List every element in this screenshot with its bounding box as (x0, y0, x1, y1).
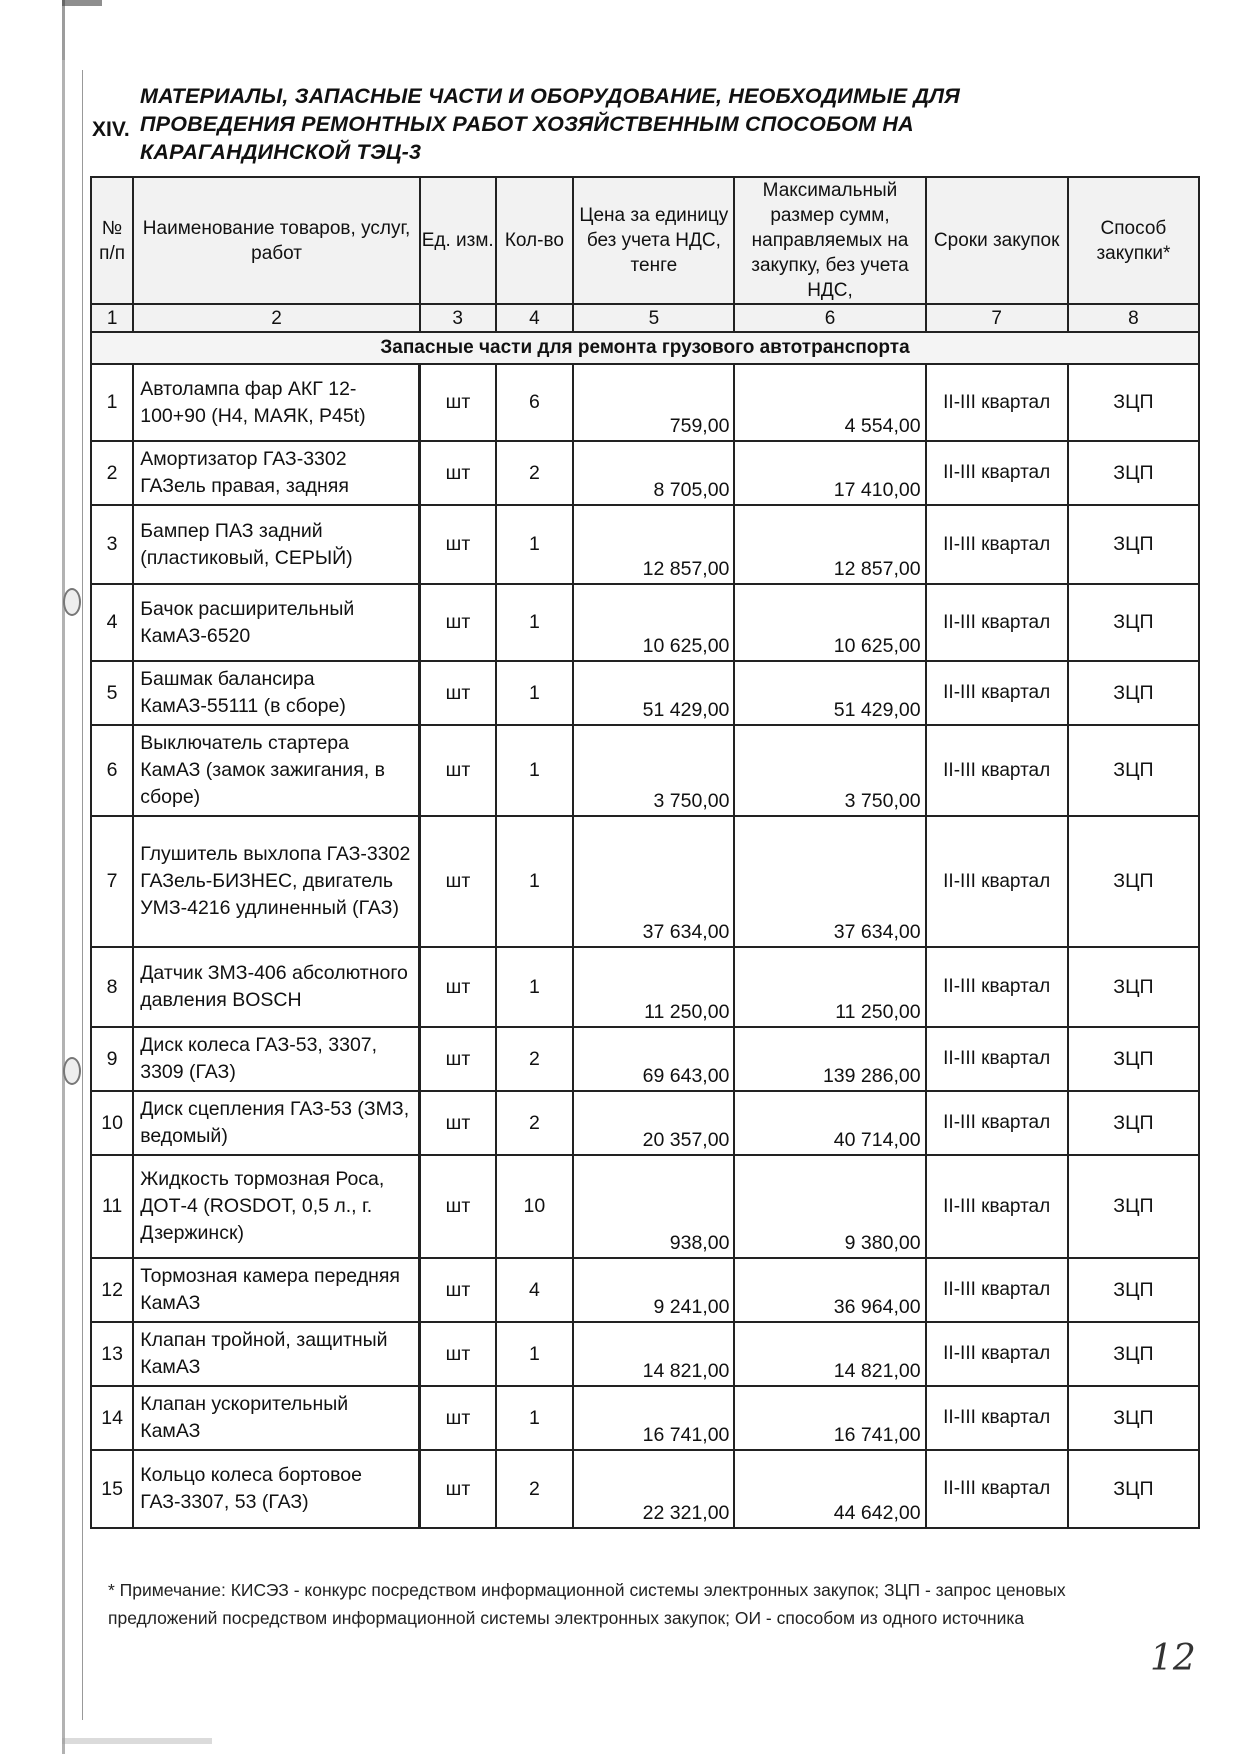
col-header: Сроки закупок (926, 177, 1068, 304)
item-procurement-term: II-III квартал (926, 1091, 1068, 1155)
col-header: Цена за единицу без учета НДС, тенге (573, 177, 734, 304)
item-name: Тормозная камера передняя КамАЗ (133, 1258, 420, 1322)
item-max-sum: 14 821,00 (734, 1322, 925, 1386)
item-max-sum: 37 634,00 (734, 816, 925, 947)
table-row (91, 661, 1199, 725)
scan-noise (62, 1738, 212, 1744)
item-max-sum: 11 250,00 (734, 947, 925, 1027)
item-quantity: 2 (496, 1450, 574, 1528)
row-number: 5 (91, 661, 133, 725)
item-name: Амортизатор ГАЗ-3302 ГАЗель правая, задняя (133, 441, 420, 505)
row-number: 1 (91, 364, 133, 441)
page-number: 12 (1150, 1638, 1196, 1679)
item-name: Диск колеса ГАЗ-53, 3307, 3309 (ГАЗ) (133, 1027, 420, 1091)
column-number-row (91, 304, 1199, 332)
item-unit-price: 69 643,00 (573, 1027, 734, 1091)
item-max-sum: 9 380,00 (734, 1155, 925, 1258)
row-number: 10 (91, 1091, 133, 1155)
item-unit-price: 12 857,00 (573, 505, 734, 584)
table-row (91, 816, 1199, 947)
item-procurement-term: II-III квартал (926, 1027, 1068, 1091)
col-header: Максимальный размер сумм, направляемых на закупку, без учета НДС, (734, 177, 925, 304)
column-number: 4 (496, 304, 574, 332)
table-row (91, 1258, 1199, 1322)
procurement-table (90, 176, 1200, 1529)
section-number: XIV. (92, 118, 130, 141)
table-row (91, 725, 1199, 816)
item-max-sum: 10 625,00 (734, 584, 925, 661)
scan-corner-mark (62, 0, 102, 20)
item-procurement-term: II-III квартал (926, 1386, 1068, 1450)
item-unit-price: 16 741,00 (573, 1386, 734, 1450)
column-number: 7 (926, 304, 1068, 332)
table-row (91, 1386, 1199, 1450)
item-unit: шт (420, 505, 496, 584)
item-unit: шт (420, 1258, 496, 1322)
item-quantity: 1 (496, 947, 574, 1027)
item-procurement-term: II-III квартал (926, 947, 1068, 1027)
section-row-title: Запасные части для ремонта грузового автотранспорта (91, 332, 1199, 364)
item-max-sum: 51 429,00 (734, 661, 925, 725)
item-name: Клапан тройной, защитный КамАЗ (133, 1322, 420, 1386)
item-quantity: 2 (496, 1091, 574, 1155)
table-row (91, 364, 1199, 441)
item-unit: шт (420, 947, 496, 1027)
table-header-row (91, 177, 1199, 304)
row-number: 6 (91, 725, 133, 816)
row-number: 13 (91, 1322, 133, 1386)
table-row (91, 1450, 1199, 1528)
item-quantity: 1 (496, 661, 574, 725)
column-number: 6 (734, 304, 925, 332)
item-unit: шт (420, 1155, 496, 1258)
table-row (91, 584, 1199, 661)
column-number: 2 (133, 304, 420, 332)
item-max-sum: 3 750,00 (734, 725, 925, 816)
item-procurement-method: ЗЦП (1068, 1386, 1199, 1450)
item-max-sum: 17 410,00 (734, 441, 925, 505)
row-number: 2 (91, 441, 133, 505)
item-max-sum: 4 554,00 (734, 364, 925, 441)
item-name: Бачок расширительный КамАЗ-6520 (133, 584, 420, 661)
item-quantity: 1 (496, 584, 574, 661)
item-unit-price: 51 429,00 (573, 661, 734, 725)
item-procurement-method: ЗЦП (1068, 505, 1199, 584)
punch-hole (63, 588, 81, 616)
table-row (91, 1091, 1199, 1155)
item-quantity: 1 (496, 816, 574, 947)
item-procurement-method: ЗЦП (1068, 1027, 1199, 1091)
item-name: Автолампа фар АКГ 12-100+90 (Н4, МАЯК, Р45t) (133, 364, 420, 441)
item-procurement-method: ЗЦП (1068, 1155, 1199, 1258)
punch-hole (63, 1057, 81, 1085)
item-unit: шт (420, 661, 496, 725)
table-row (91, 1155, 1199, 1258)
item-procurement-method: ЗЦП (1068, 947, 1199, 1027)
item-max-sum: 40 714,00 (734, 1091, 925, 1155)
item-procurement-term: II-III квартал (926, 661, 1068, 725)
item-unit: шт (420, 1450, 496, 1528)
column-number: 1 (91, 304, 133, 332)
item-max-sum: 44 642,00 (734, 1450, 925, 1528)
item-unit-price: 10 625,00 (573, 584, 734, 661)
item-unit-price: 938,00 (573, 1155, 734, 1258)
col-header: № п/п (91, 177, 133, 304)
item-name: Глушитель выхлопа ГАЗ-3302 ГАЗель-БИЗНЕС, двигатель УМЗ-4216 удлиненный (ГАЗ) (133, 816, 420, 947)
row-number: 12 (91, 1258, 133, 1322)
item-name: Башмак балансира КамАЗ-55111 (в сборе) (133, 661, 420, 725)
item-name: Датчик ЗМЗ-406 абсолютного давления BOSCH (133, 947, 420, 1027)
col-header: Наименование товаров, услуг, работ (133, 177, 420, 304)
item-name: Кольцо колеса бортовое ГАЗ-3307, 53 (ГАЗ) (133, 1450, 420, 1528)
item-unit-price: 3 750,00 (573, 725, 734, 816)
item-name: Диск сцепления ГАЗ-53 (ЗМЗ, ведомый) (133, 1091, 420, 1155)
item-procurement-method: ЗЦП (1068, 661, 1199, 725)
item-quantity: 1 (496, 1322, 574, 1386)
row-number: 7 (91, 816, 133, 947)
item-quantity: 2 (496, 1027, 574, 1091)
item-unit-price: 8 705,00 (573, 441, 734, 505)
item-unit: шт (420, 1386, 496, 1450)
scan-edge-line (82, 70, 83, 1720)
item-unit-price: 11 250,00 (573, 947, 734, 1027)
column-number: 3 (420, 304, 496, 332)
item-unit-price: 37 634,00 (573, 816, 734, 947)
table-row (91, 505, 1199, 584)
col-header: Кол-во (496, 177, 574, 304)
item-quantity: 4 (496, 1258, 574, 1322)
item-max-sum: 12 857,00 (734, 505, 925, 584)
item-procurement-term: II-III квартал (926, 1450, 1068, 1528)
table-row (91, 1322, 1199, 1386)
item-procurement-method: ЗЦП (1068, 364, 1199, 441)
item-quantity: 10 (496, 1155, 574, 1258)
item-unit: шт (420, 1091, 496, 1155)
table-row (91, 441, 1199, 505)
item-procurement-method: ЗЦП (1068, 1322, 1199, 1386)
row-number: 3 (91, 505, 133, 584)
item-max-sum: 16 741,00 (734, 1386, 925, 1450)
item-quantity: 6 (496, 364, 574, 441)
item-procurement-term: II-III квартал (926, 816, 1068, 947)
item-unit: шт (420, 364, 496, 441)
item-unit: шт (420, 816, 496, 947)
item-procurement-term: II-III квартал (926, 1155, 1068, 1258)
item-unit-price: 759,00 (573, 364, 734, 441)
item-unit-price: 20 357,00 (573, 1091, 734, 1155)
item-unit: шт (420, 584, 496, 661)
item-name: Бампер ПАЗ задний (пластиковый, СЕРЫЙ) (133, 505, 420, 584)
item-quantity: 1 (496, 725, 574, 816)
item-quantity: 1 (496, 505, 574, 584)
footnote: * Примечание: КИСЭЗ - конкурс посредством информационной системы электронных закупок; ЗЦП - запрос ценовых предложений посредством информационной системы электронных закупок; ОИ - способом из одного источника (108, 1580, 1066, 1628)
item-unit-price: 22 321,00 (573, 1450, 734, 1528)
column-number: 8 (1068, 304, 1199, 332)
col-header: Способ закупки* (1068, 177, 1199, 304)
item-quantity: 1 (496, 1386, 574, 1450)
col-header: Ед. изм. (420, 177, 496, 304)
item-unit-price: 9 241,00 (573, 1258, 734, 1322)
item-unit: шт (420, 725, 496, 816)
row-number: 14 (91, 1386, 133, 1450)
item-unit: шт (420, 1322, 496, 1386)
row-number: 8 (91, 947, 133, 1027)
row-number: 9 (91, 1027, 133, 1091)
table-row (91, 1027, 1199, 1091)
item-procurement-term: II-III квартал (926, 441, 1068, 505)
row-number: 15 (91, 1450, 133, 1528)
item-procurement-term: II-III квартал (926, 505, 1068, 584)
row-number: 4 (91, 584, 133, 661)
item-procurement-method: ЗЦП (1068, 1258, 1199, 1322)
table-row (91, 947, 1199, 1027)
item-procurement-method: ЗЦП (1068, 1450, 1199, 1528)
item-procurement-term: II-III квартал (926, 725, 1068, 816)
item-unit: шт (420, 441, 496, 505)
item-procurement-method: ЗЦП (1068, 1091, 1199, 1155)
section-title: МАТЕРИАЛЫ, ЗАПАСНЫЕ ЧАСТИ И ОБОРУДОВАНИЕ, НЕОБХОДИМЫЕ ДЛЯ ПРОВЕДЕНИЯ РЕМОНТНЫХ РАБОТ ХОЗЯЙСТВЕННЫМ СПОСОБОМ НА КАРАГАНДИНСКОЙ ТЭЦ-3 (140, 84, 961, 164)
item-name: Клапан ускорительный КамАЗ (133, 1386, 420, 1450)
item-procurement-term: II-III квартал (926, 1258, 1068, 1322)
item-unit: шт (420, 1027, 496, 1091)
scan-edge (62, 0, 65, 1754)
item-max-sum: 139 286,00 (734, 1027, 925, 1091)
item-unit-price: 14 821,00 (573, 1322, 734, 1386)
column-number: 5 (573, 304, 734, 332)
item-name: Жидкость тормозная Роса, ДОТ-4 (ROSDOT, 0,5 л., г. Дзержинск) (133, 1155, 420, 1258)
item-procurement-method: ЗЦП (1068, 725, 1199, 816)
item-procurement-term: II-III квартал (926, 364, 1068, 441)
item-max-sum: 36 964,00 (734, 1258, 925, 1322)
item-procurement-method: ЗЦП (1068, 816, 1199, 947)
row-number: 11 (91, 1155, 133, 1258)
item-procurement-method: ЗЦП (1068, 584, 1199, 661)
item-name: Выключатель стартера КамАЗ (замок зажигания, в сборе) (133, 725, 420, 816)
item-procurement-method: ЗЦП (1068, 441, 1199, 505)
section-row (91, 332, 1199, 364)
item-procurement-term: II-III квартал (926, 1322, 1068, 1386)
item-quantity: 2 (496, 441, 574, 505)
item-procurement-term: II-III квартал (926, 584, 1068, 661)
